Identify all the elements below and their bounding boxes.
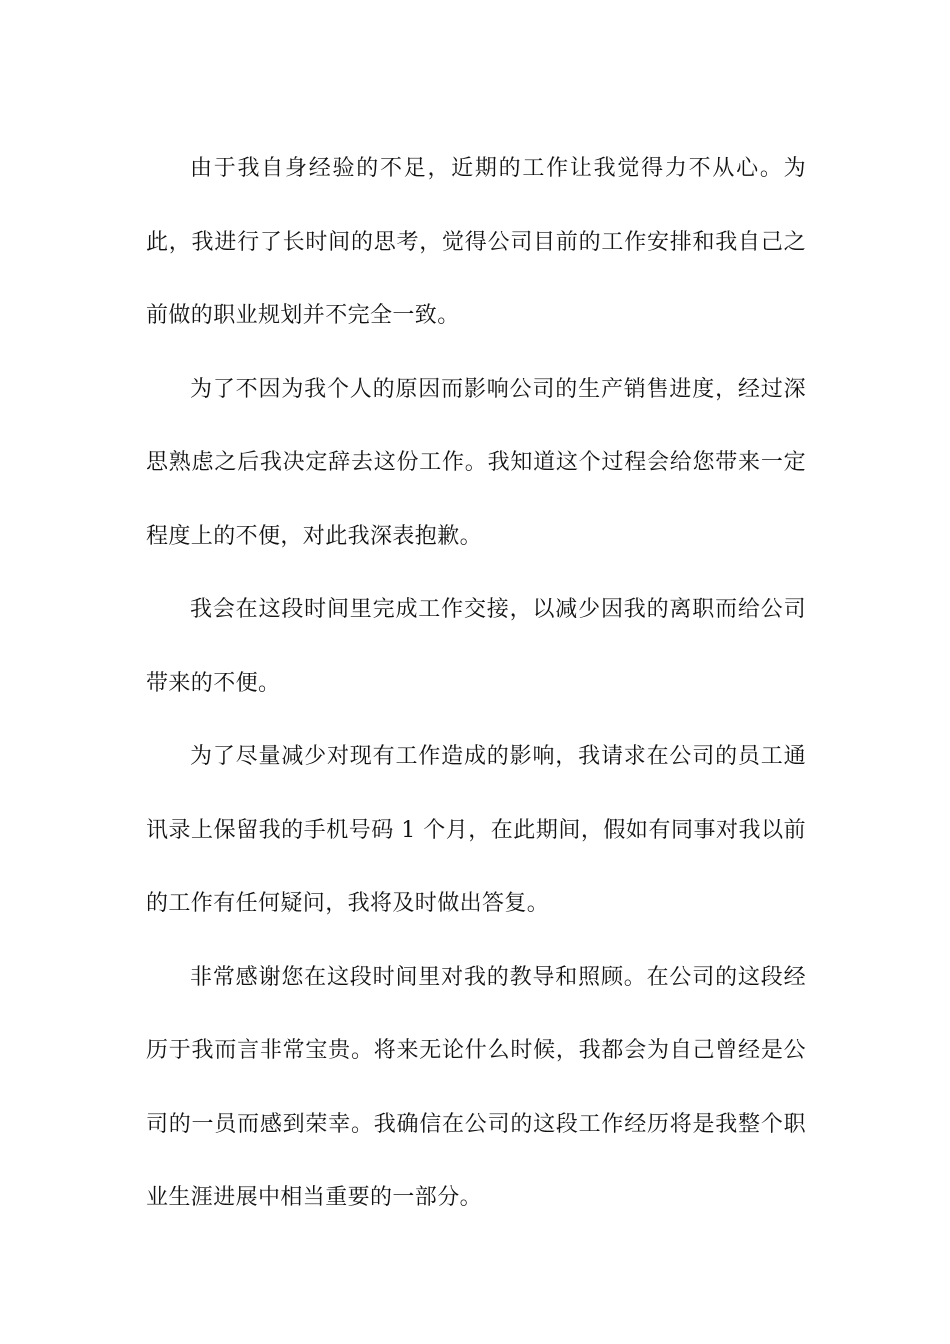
paragraph-5: 非常感谢您在这段时间里对我的教导和照顾。在公司的这段经历于我而言非常宝贵。将来无论什么时候，我都会为自己曾经是公司的一员而感到荣幸。我确信在公司的这段工作经历将是我整个职业生涯进展中相当重要的一部分。: [146, 964, 806, 1210]
paragraph-1: 由于我自身经验的不足，近期的工作让我觉得力不从心。为此，我进行了长时间的思考，觉得公司目前的工作安排和我自己之前做的职业规划并不完全一致。: [146, 156, 806, 328]
paragraph-2: 为了不因为我个人的原因而影响公司的生产销售进度，经过深思熟虑之后我决定辞去这份工作。我知道这个过程会给您带来一定程度上的不便，对此我深表抱歉。: [146, 376, 806, 549]
letter-body: [146, 132, 806, 1235]
paragraph-3: 我会在这段时间里完成工作交接，以减少因我的离职而给公司带来的不便。: [146, 597, 806, 696]
paragraph-4: 为了尽量减少对现有工作造成的影响，我请求在公司的员工通讯录上保留我的手机号码 1 个月，在此期间，假如有同事对我以前的工作有任何疑问，我将及时做出答复。: [146, 744, 806, 916]
